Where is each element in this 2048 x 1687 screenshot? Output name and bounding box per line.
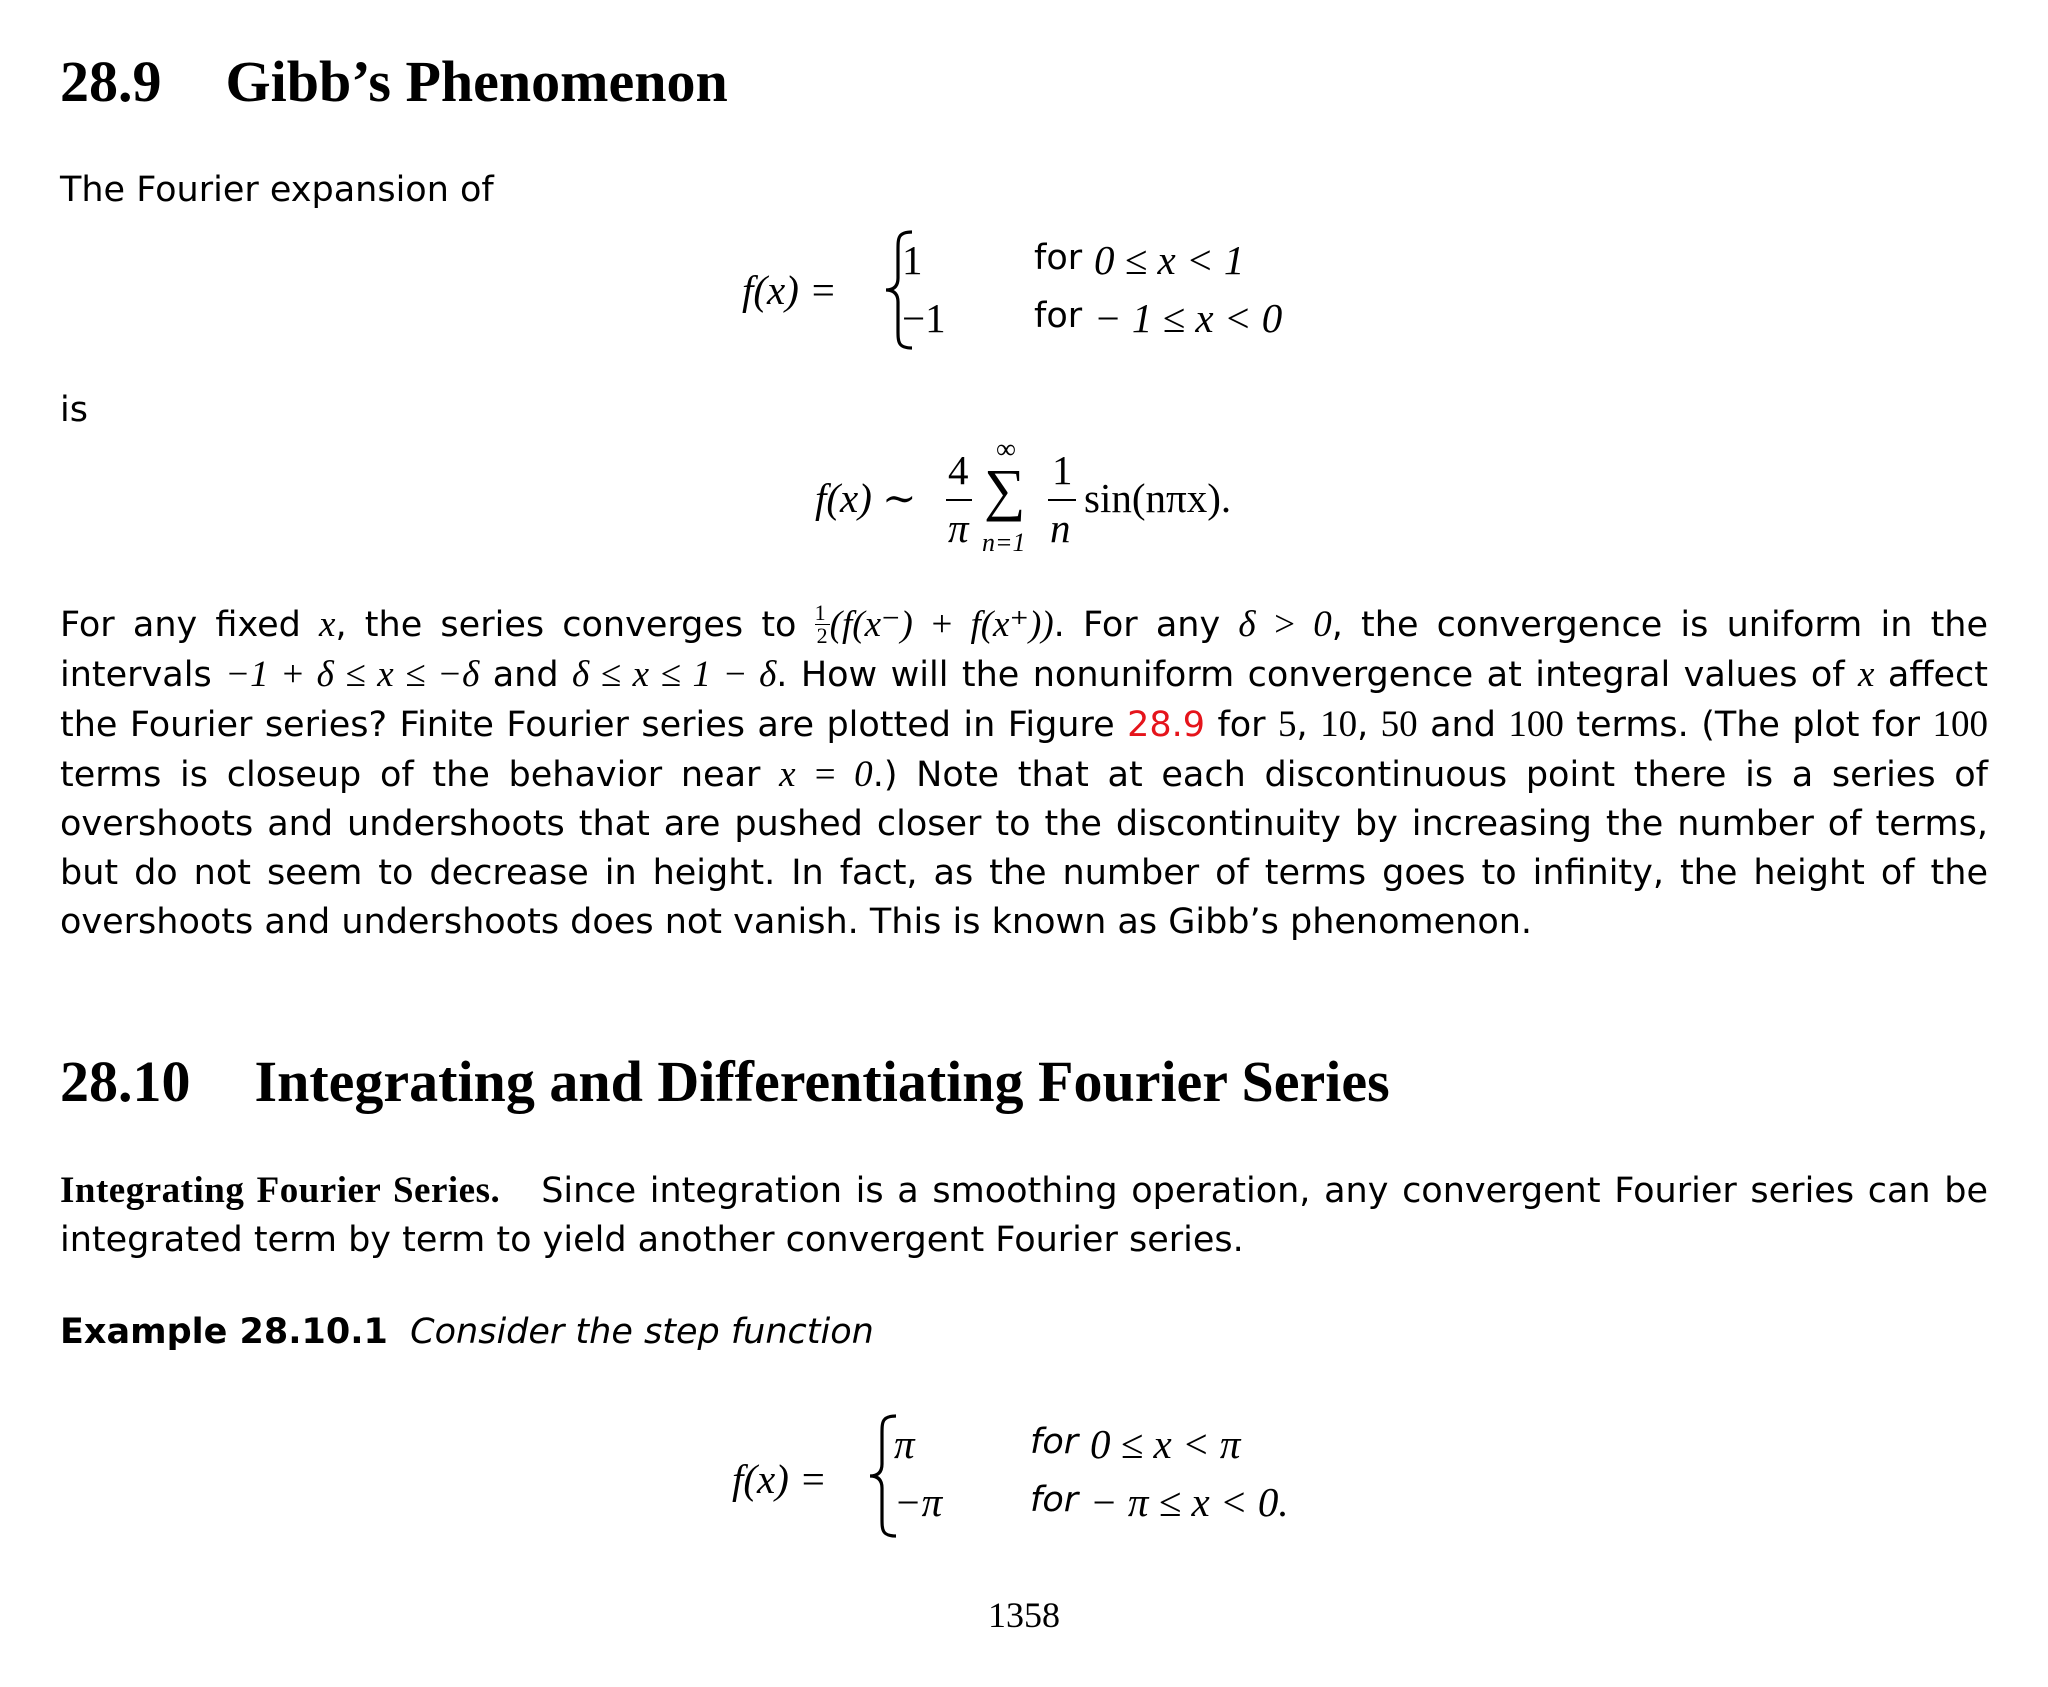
coef-denominator: π — [948, 505, 969, 551]
text-run: and — [1417, 705, 1509, 745]
section-heading-28-9 — [60, 47, 728, 117]
section-number: 28.10 — [60, 1049, 191, 1114]
section-title: Gibb’s Phenomenon — [225, 49, 728, 114]
paragraph-lead-bold: Integrating Fourier Series. — [60, 1170, 501, 1211]
term-fraction-bar — [1048, 499, 1076, 501]
figure-reference-link[interactable]: 28.9 — [1127, 705, 1206, 745]
coef-fraction-bar — [946, 499, 972, 501]
page-number: 1358 — [988, 1595, 1060, 1635]
series-lhs: f(x) ∼ — [815, 475, 917, 521]
case-value-1: π — [894, 1421, 915, 1467]
text-run: affect the Fourier series? Finite Fourier series are plotted in Figure — [60, 655, 1988, 745]
math-number: 50 — [1380, 704, 1418, 745]
equation-lhs: f(x) = — [732, 1456, 827, 1502]
fraction-one-half — [815, 602, 830, 647]
sum-lower-limit: n=1 — [982, 528, 1026, 557]
example-label: Example 28.10.1 — [60, 1312, 388, 1352]
case-for-2: for — [1034, 296, 1083, 336]
paragraph-text: Since integration is a smoothing operation, any convergent Fourier series can be integrated term by term to yield another convergent Fourier series. — [60, 1171, 1988, 1260]
half-numerator: 1 — [814, 600, 826, 626]
text-run: . For any — [1053, 605, 1239, 645]
text-run: For any fixed — [60, 605, 320, 645]
math-limit-average: (f(x⁻) + f(x⁺)) — [829, 604, 1054, 645]
sum-upper-limit: ∞ — [996, 434, 1016, 465]
case-for-2: for — [1030, 1480, 1079, 1520]
text-run: . How will the nonuniform convergence at integral values of — [776, 655, 1859, 695]
integrating-paragraph — [60, 1166, 1988, 1265]
example-text: Consider the step function — [410, 1312, 874, 1352]
math-interval-right: δ ≤ x ≤ 1 − δ — [572, 654, 777, 695]
term-numerator: 1 — [1052, 447, 1073, 493]
math-number: 10 — [1320, 704, 1358, 745]
example-heading — [60, 1308, 1988, 1357]
term-tail: sin(nπx). — [1084, 475, 1232, 521]
case-value-2: −1 — [902, 295, 946, 341]
case-for-1: for — [1034, 238, 1083, 278]
coef-numerator: 4 — [948, 447, 969, 493]
math-x: x — [319, 604, 336, 645]
math-number: 100 — [1932, 704, 1988, 745]
text-run: , the convergence is uniform in the intervals — [60, 605, 1989, 695]
intro-text: The Fourier expansion of — [60, 170, 494, 210]
text-run: , the series converges to — [335, 605, 815, 645]
case-value-1: 1 — [902, 237, 923, 283]
case-condition-2: − 1 ≤ x < 0 — [1094, 295, 1283, 341]
equation-lhs: f(x) = — [742, 267, 837, 313]
half-denominator: 2 — [816, 623, 828, 649]
math-delta-positive: δ > 0 — [1238, 604, 1332, 645]
case-for-1: for — [1030, 1422, 1079, 1462]
math-x-equals-zero: x = 0 — [779, 754, 873, 795]
math-interval-left: −1 + δ ≤ x ≤ −δ — [225, 654, 480, 695]
math-number: 5 — [1278, 704, 1297, 745]
sum-icon: ∑ — [984, 457, 1026, 522]
case-condition-2: − π ≤ x < 0. — [1090, 1479, 1289, 1525]
text-run: .) Note that at each discontinuous point there is a series of overshoots and undershoots that are pushed closer to the discontinuity by increasing the number of terms, but do not seem to decrease in height. In fact, as the number of terms goes to infinity, the height of the overshoots and undershoots does not vanish. This is known as Gibb’s phenomenon. — [60, 755, 1988, 942]
math-x: x — [1858, 654, 1875, 695]
term-denominator: n — [1050, 505, 1071, 551]
gibbs-paragraph — [60, 600, 1988, 947]
section-title: Integrating and Differentiating Fourier Series — [254, 1049, 1390, 1114]
case-value-2: −π — [894, 1479, 943, 1525]
section-number: 28.9 — [60, 49, 162, 114]
case-condition-1: 0 ≤ x < 1 — [1094, 237, 1245, 283]
text-run: terms is closeup of the behavior near — [60, 755, 780, 795]
text-run: for — [1205, 705, 1279, 745]
text-run: , — [1296, 705, 1321, 745]
section-heading-28-10 — [60, 1047, 1390, 1117]
text-run: and — [479, 655, 573, 695]
math-number: 100 — [1508, 704, 1564, 745]
is-text: is — [60, 390, 88, 430]
text-run: , — [1357, 705, 1381, 745]
text-run: terms. (The plot for — [1563, 705, 1933, 745]
case-condition-1: 0 ≤ x < π — [1090, 1421, 1241, 1467]
